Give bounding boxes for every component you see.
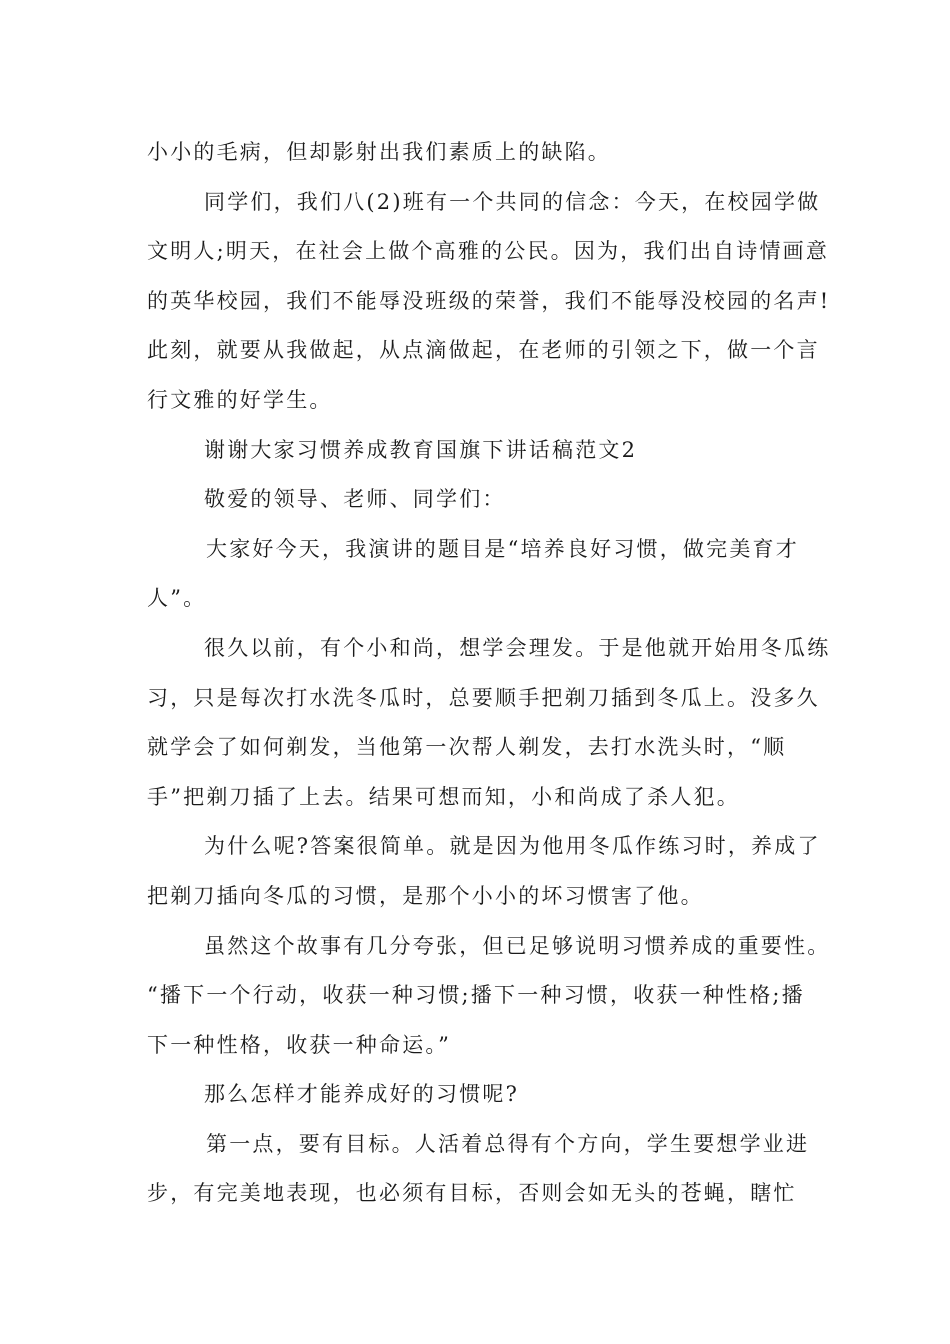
text-line: 人”。: [147, 586, 207, 611]
paragraph-start-line: 那么怎样才能养成好的习惯呢?: [204, 1082, 520, 1107]
paragraph-start-line: 同学们，我们八(2)班有一个共同的信念：今天，在校园学做: [204, 189, 821, 214]
text-line: 行文雅的好学生。: [147, 387, 333, 412]
paragraph-start-line: 为什么呢?答案很简单。就是因为他用冬瓜作练习时，养成了: [204, 834, 821, 859]
paragraph-start-line: 很久以前，有个小和尚，想学会理发。于是他就开始用冬瓜练: [204, 635, 831, 660]
document-body: [147, 128, 831, 1219]
text-line: 的英华校园，我们不能辱没班级的荣誉，我们不能辱没校园的名声!: [147, 288, 831, 313]
text-line: 就学会了如何剃发，当他第一次帮人剃发，去打水洗头时，“顺: [147, 735, 787, 760]
text-line: 下一种性格，收获一种命运。”: [147, 1032, 452, 1057]
paragraph-start-line: 虽然这个故事有几分夸张，但已足够说明习惯养成的重要性。: [204, 933, 831, 958]
text-line: 手”把剃刀插了上去。结果可想而知，小和尚成了杀人犯。: [147, 784, 740, 809]
salutation: 敬爱的领导、老师、同学们：: [204, 487, 506, 512]
text-line: 习，只是每次打水洗冬瓜时，总要顺手把剃刀插到冬瓜上。没多久: [147, 685, 820, 710]
text-line: 此刻，就要从我做起，从点滴做起，在老师的引领之下，做一个言: [147, 338, 820, 363]
text-line: 把剃刀插向冬瓜的习惯，是那个小小的坏习惯害了他。: [147, 883, 704, 908]
paragraph-start-line: 大家好今天，我演讲的题目是“培养良好习惯，做完美育才: [206, 536, 799, 561]
paragraph-start-line: 第一点，要有目标。人活着总得有个方向，学生要想学业进: [206, 1131, 810, 1156]
text-line: 步，有完美地表现，也必须有目标，否则会如无头的苍蝇，瞎忙: [147, 1181, 797, 1206]
text-line: 小小的毛病，但却影射出我们素质上的缺陷。: [147, 140, 611, 164]
text-line: 文明人;明天，在社会上做个高雅的公民。因为，我们出自诗情画意: [147, 239, 830, 264]
text-line: “播下一个行动，收获一种习惯;播下一种习惯，收获一种性格;播: [147, 983, 805, 1008]
section-title: 谢谢大家习惯养成教育国旗下讲话稿范文2: [204, 437, 638, 462]
